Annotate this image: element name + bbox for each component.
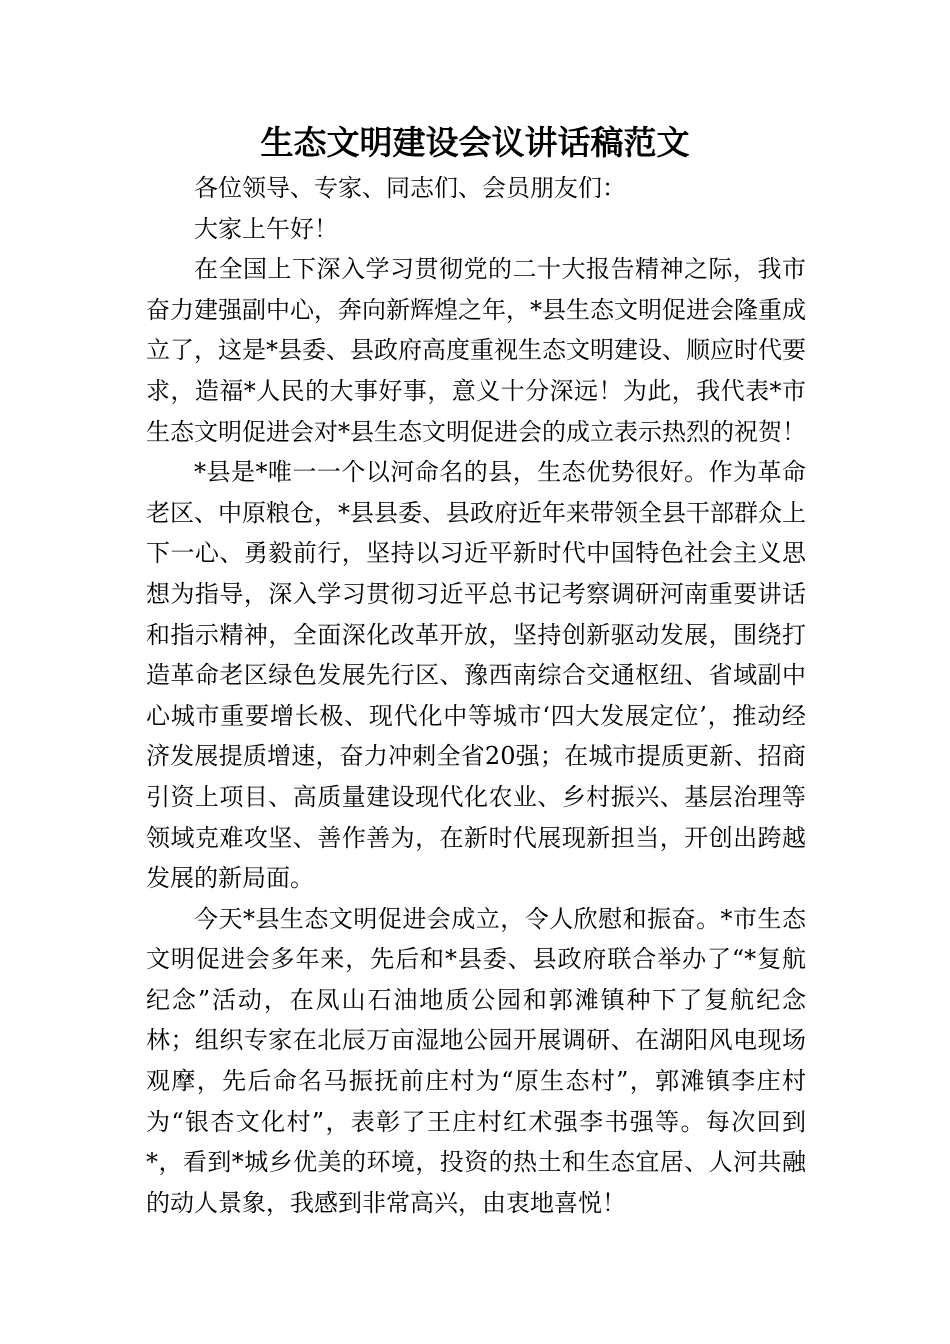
paragraph-greeting: 大家上午好！ — [194, 214, 338, 243]
document-title: 生态文明建设会议讲话稿范文 — [260, 123, 690, 162]
paragraph-achievements: 今天*县生态文明促进会成立，令人欣慰和振奋。*市生态文明促进会多年来，先后和*县委、县政府联合举办了“*复航纪念”活动，在凤山石油地质公园和郭滩镇种下了复航纪念林；组织专家在北辰万亩湿地公园开展调研、在湖阳风电现场观摩，先后命名马振抚前庄村为“原生态村”，郭滩镇李庄村为“银杏文化村”，表彰了王庄村红术强李书强等。每次回到*，看到*城乡优美的环境，投资的热土和生态宜居、人河共融的动人景象，我感到非常高兴，由衷地喜悦！ — [146, 904, 806, 1217]
paragraph-salutation: 各位领导、专家、同志们、会员朋友们： — [194, 174, 626, 202]
paragraph-opening: 在全国上下深入学习贯彻党的二十大报告精神之际，我市奋力建强副中心，奔向新辉煌之年，*县生态文明促进会隆重成立了，这是*县委、县政府高度重视生态文明建设、顺应时代要求，造福*人民的大事好事，意义十分深远！为此，我代表*市生态文明促进会对*县生态文明促进会的成立表示热烈的祝贺！ — [146, 255, 806, 446]
document-body — [146, 168, 806, 1223]
paragraph-county-overview: *县是*唯一一个以河命名的县，生态优势很好。作为革命老区、中原粮仓，*县县委、县政府近年来带领全县干部群众上下一心、勇毅前行，坚持以习近平新时代中国特色社会主义思想为指导，深入学习贯彻习近平总书记考察调研河南重要讲话和指示精神，全面深化改革开放，坚持创新驱动发展，围绕打造革命老区绿色发展先行区、豫西南综合交通枢纽、省域副中心城市重要增长极、现代化中等城市‘四大发展定位’，推动经济发展提质增速，奋力冲刺全省20强；在城市提质更新、招商引资上项目、高质量建设现代化农业、乡村振兴、基层治理等领域克难攻坚、善作善为，在新时代展现新担当，开创出跨越发展的新局面。 — [146, 458, 806, 893]
